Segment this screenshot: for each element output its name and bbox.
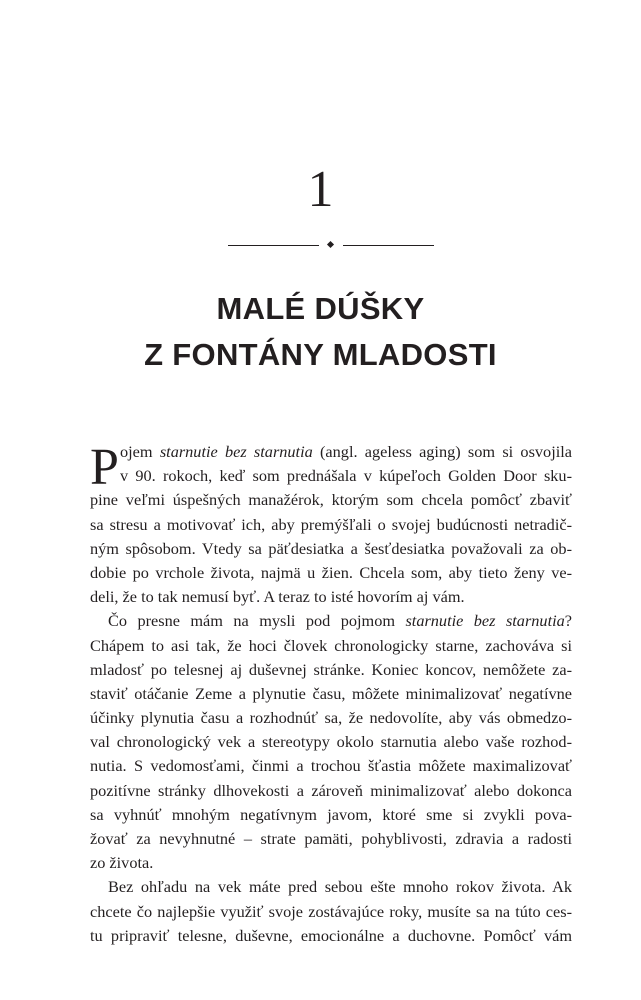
paragraph-2-line: účinky plynutia času a rozhodnúť sa, že nedovolíte, aby vás obmedzo- bbox=[90, 708, 572, 728]
chapter-title-line-1: MALÉ DÚŠKY bbox=[216, 291, 425, 326]
paragraph-1-line: v 90. rokoch, keď som prednášala v kúpeľoch Golden Door sku- bbox=[120, 466, 572, 486]
drop-cap: P bbox=[90, 439, 119, 496]
paragraph-2-line: Chápem to asi tak, že hoci človek chronologicky starne, zachováva si bbox=[90, 635, 572, 655]
paragraph-1-line: ným spôsobom. Vtedy sa päťdesiatka a šesťdesiatka považovali za ob- bbox=[90, 538, 572, 558]
paragraph-2-line: mladosť po telesnej aj duševnej stránke. Koniec koncov, nemôžete za- bbox=[90, 659, 572, 679]
divider-rule-right bbox=[343, 245, 434, 246]
paragraph-1-line: sa stresu a motivovať ich, aby premýšľali o svojej budúcnosti netradič- bbox=[90, 514, 572, 534]
paragraph-2-line: pozitívne stránky dlhovekosti a zároveň minimalizovať alebo dokonca bbox=[90, 780, 572, 800]
paragraph-2-line: nutia. S vedomosťami, činmi a trochou šťastia môžete maximalizovať bbox=[90, 756, 572, 776]
chapter-number: 1 bbox=[307, 161, 334, 218]
body-text bbox=[90, 440, 572, 948]
chapter-title-line-2: Z FONTÁNY MLADOSTI bbox=[144, 337, 497, 372]
paragraph-2-line: zo života. bbox=[90, 853, 154, 873]
chapter-title bbox=[0, 286, 641, 378]
paragraph-3-line: chcete čo najlepšie využiť svoje zostávajúce roky, musíte sa na túto ces- bbox=[90, 901, 572, 921]
paragraph-1-line: pine veľmi úspešných manažérok, ktorým som chcela pomôcť zbaviť bbox=[90, 490, 572, 510]
paragraph-2-line: staviť otáčanie Zeme a plynutie času, môžete minimalizovať negatívne bbox=[90, 683, 572, 703]
paragraph-2-line: sa vyhnúť mnohým negatívnym javom, ktoré sme si zvykli pova- bbox=[90, 804, 572, 824]
paragraph-1-line: ojem starnutie bez starnutia (angl. ageless aging) som si osvojila bbox=[120, 442, 572, 461]
paragraph-1-line: dobie po vrchole života, najmä u žien. Chcela som, aby tieto ženy ve- bbox=[90, 562, 572, 582]
paragraph-3-line: Bez ohľadu na vek máte pred sebou ešte mnoho rokov života. Ak bbox=[108, 877, 572, 897]
ornament-divider bbox=[228, 240, 434, 252]
divider-rule-left bbox=[228, 245, 319, 246]
paragraph-3-line: tu pripraviť telesne, duševne, emocionálne a duchovne. Pomôcť vám bbox=[90, 925, 572, 945]
diamond-icon bbox=[327, 241, 334, 248]
paragraph-1-line: deli, že to tak nemusí byť. A teraz to isté hovorím aj vám. bbox=[90, 587, 465, 607]
paragraph-2-line: Čo presne mám na mysli pod pojmom starnutie bez starnutia? bbox=[108, 611, 572, 631]
paragraph-2-line: val chronologický vek a stereotypy okolo starnutia alebo vaše rozhod- bbox=[90, 732, 572, 752]
paragraph-2-line: žovať za nevyhnutné – strate pamäti, pohyblivosti, zdravia a radosti bbox=[90, 829, 572, 848]
